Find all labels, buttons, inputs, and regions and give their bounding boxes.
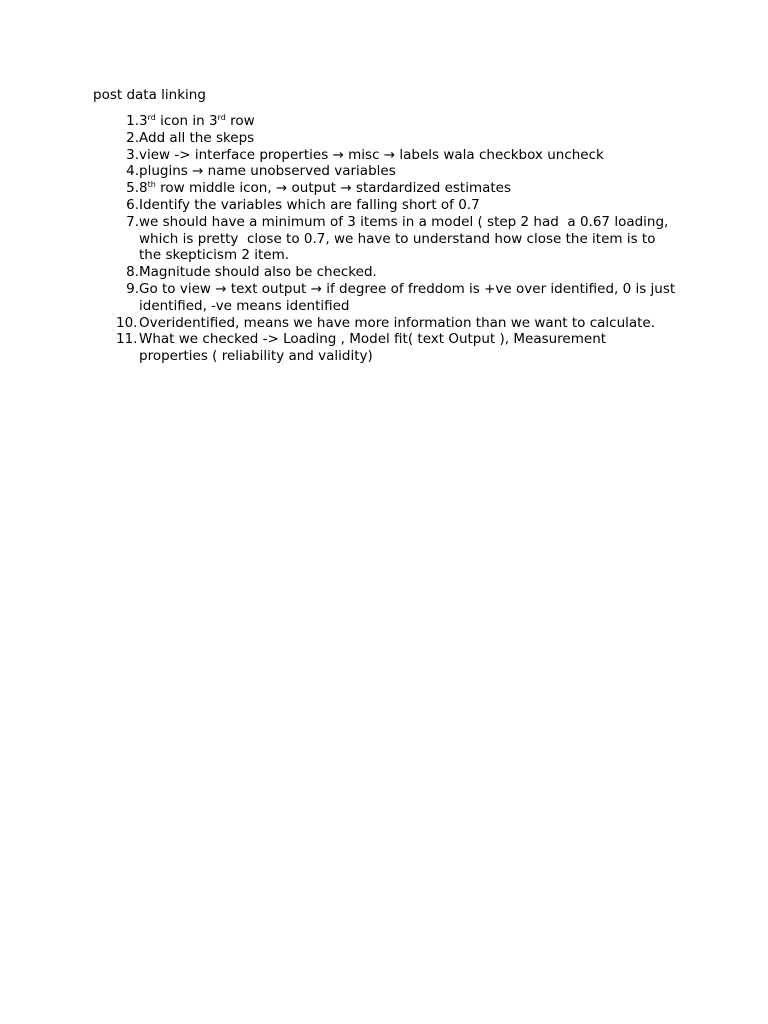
list-item-text bbox=[139, 147, 679, 164]
list-item bbox=[0, 130, 700, 147]
list-item bbox=[0, 315, 700, 332]
text-run: Overidentified, means we have more information than we want to calculate. bbox=[139, 314, 656, 331]
list-item-number: 10. bbox=[116, 314, 138, 331]
list-item-number: 6. bbox=[126, 196, 139, 213]
text-run: row bbox=[225, 113, 255, 129]
list-item bbox=[0, 331, 700, 365]
list-item-number: 5. bbox=[126, 180, 139, 197]
text-run: row middle icon, → output → stardardized estimates bbox=[155, 180, 512, 197]
text-run: Add all the skeps bbox=[139, 129, 255, 146]
superscript-text: rd bbox=[147, 113, 156, 122]
list-item bbox=[0, 163, 700, 180]
list-item-number: 2. bbox=[126, 129, 139, 146]
list-item-number: 11. bbox=[116, 331, 138, 348]
list-item bbox=[0, 180, 700, 197]
list-item-text bbox=[139, 180, 679, 197]
list-item-text bbox=[139, 197, 679, 214]
list-item-text bbox=[139, 331, 679, 365]
text-run: icon in 3 bbox=[155, 113, 218, 129]
list-item-number: 7. bbox=[126, 213, 139, 230]
text-run: view -> interface properties → misc → labels wala checkbox uncheck bbox=[139, 146, 604, 163]
list-item-text bbox=[139, 163, 679, 180]
text-run: we should have a minimum of 3 items in a model ( step 2 had a 0.67 loading, which is pretty close to 0.7, we have to understand how close the item is to the skepticism 2 item. bbox=[139, 213, 673, 264]
text-run: 8 bbox=[139, 180, 148, 197]
list-item-text bbox=[139, 315, 679, 332]
list-item-number: 4. bbox=[126, 163, 139, 180]
list-item-text bbox=[139, 214, 679, 264]
text-run: Go to view → text output → if degree of freddom is +ve over identified, 0 is just identified, -ve means identified bbox=[139, 280, 680, 314]
superscript-text: th bbox=[147, 180, 156, 190]
list-item bbox=[0, 264, 700, 281]
text-run: 3 bbox=[139, 113, 148, 129]
list-item bbox=[0, 197, 700, 214]
superscript-text: rd bbox=[217, 113, 226, 122]
list-item-number: 1. bbox=[126, 113, 139, 129]
list-item-text bbox=[139, 264, 679, 281]
numbered-note-list bbox=[0, 113, 700, 365]
text-run: What we checked -> Loading , Model fit( text Output ), Measurement properties ( reliability and validity) bbox=[139, 331, 611, 365]
text-run: Identify the variables which are falling short of 0.7 bbox=[139, 196, 480, 213]
list-item bbox=[0, 281, 700, 315]
list-item bbox=[0, 147, 700, 164]
list-item-number: 3. bbox=[126, 146, 139, 163]
list-item-text bbox=[139, 281, 679, 315]
list-item bbox=[0, 214, 700, 264]
list-item-number: 9. bbox=[126, 280, 139, 297]
document-title: post data linking bbox=[93, 87, 206, 103]
list-item-number: 8. bbox=[126, 264, 139, 281]
text-run: Magnitude should also be checked. bbox=[139, 264, 377, 281]
list-item-text bbox=[139, 113, 679, 130]
list-item-text bbox=[139, 130, 679, 147]
list-item bbox=[0, 113, 700, 130]
text-run: plugins → name unobserved variables bbox=[139, 163, 396, 180]
